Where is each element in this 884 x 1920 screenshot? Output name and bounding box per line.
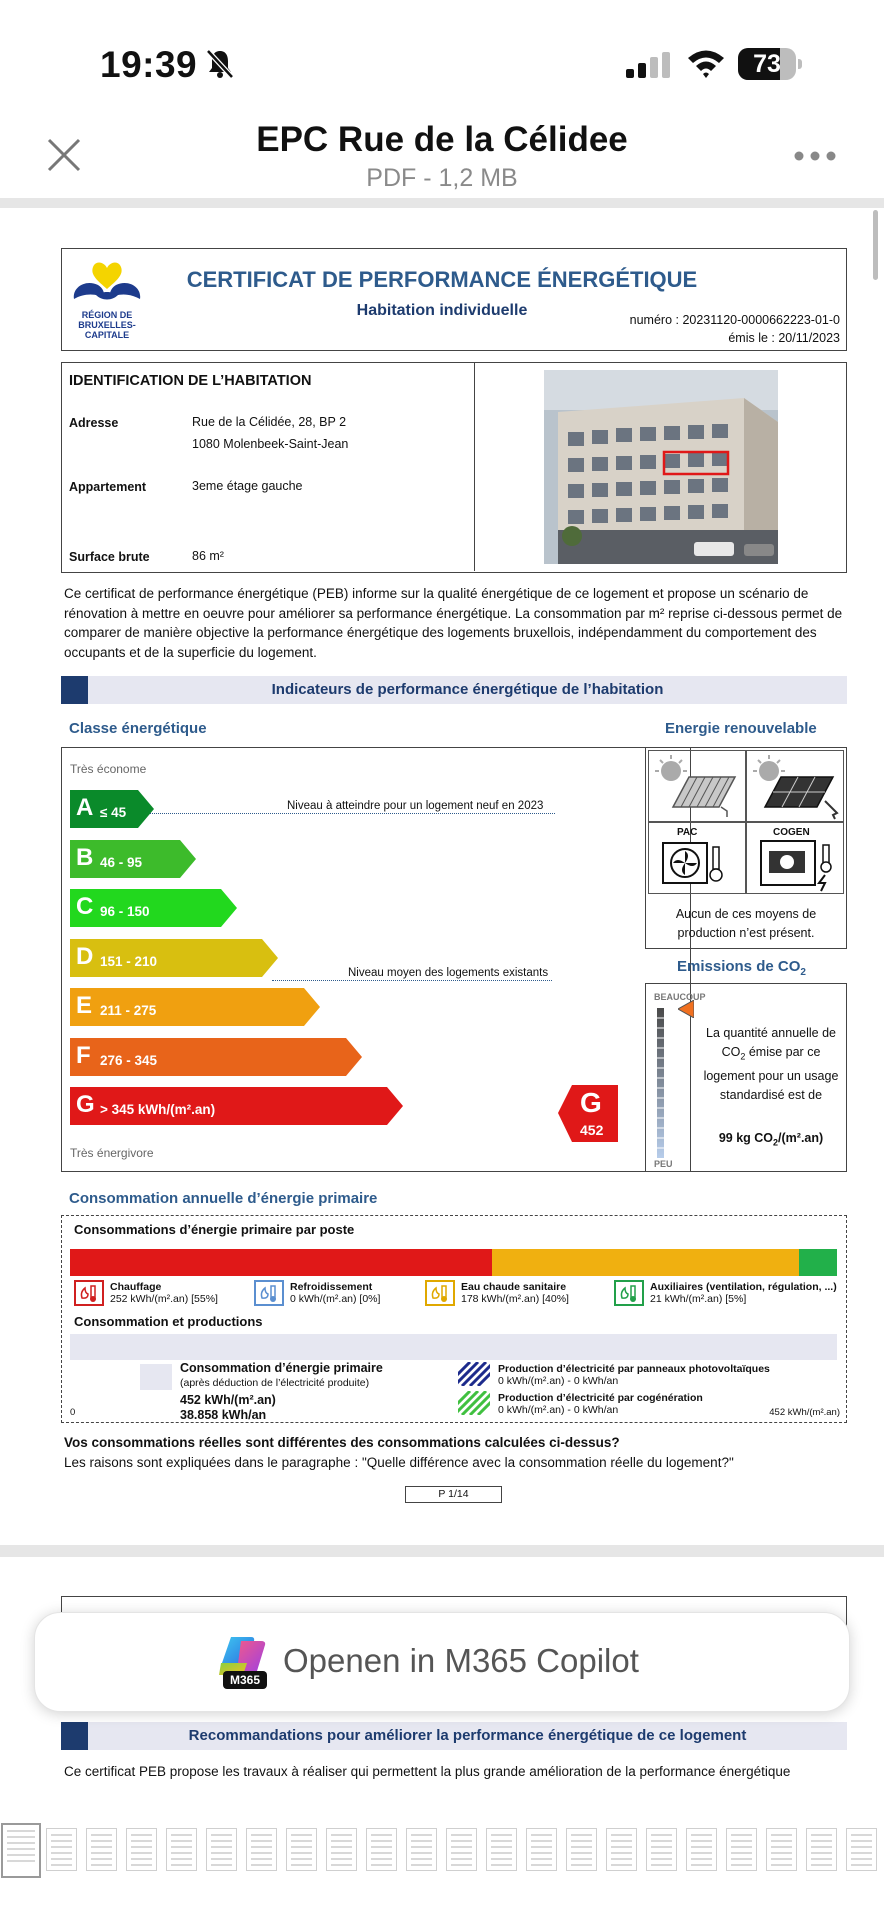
- primary-energy-title: Consommation d’énergie primaire: [180, 1361, 383, 1375]
- energy-grade-range: 276 - 345: [100, 1052, 158, 1068]
- brussels-logo: [68, 255, 146, 345]
- legend-detail: 21 kWh/(m².an) [5%]: [650, 1293, 747, 1305]
- surface-value: 86 m²: [192, 549, 224, 563]
- open-in-copilot-button[interactable]: [34, 1612, 850, 1712]
- page-thumbnail[interactable]: [86, 1828, 117, 1871]
- battery-indicator: [738, 48, 802, 80]
- page-thumbnail[interactable]: [406, 1828, 437, 1871]
- energy-grade-e: [70, 988, 320, 1026]
- building-photo: [544, 370, 778, 564]
- primary-energy-per-m2: 452 kWh/(m².an): [180, 1393, 276, 1407]
- real-consumption-question: Vos consommations réelles sont différentes des consommations calculées ci-dessus?: [64, 1435, 620, 1450]
- header-divider: [0, 198, 884, 208]
- co2-scale-bar: [657, 1008, 664, 1158]
- page-thumbnail[interactable]: [686, 1828, 717, 1871]
- energy-grade-letter: B: [76, 843, 94, 871]
- energy-grade-d: [70, 939, 278, 977]
- primary-energy-note: (après déduction de l’électricité produite): [180, 1377, 370, 1389]
- certificate-date: émis le : 20/11/2023: [728, 331, 840, 345]
- address-line-2: 1080 Molenbeek-Saint-Jean: [192, 437, 349, 451]
- intro-paragraph: Ce certificat de performance énergétique (PEB) informe sur la qualité énergétique de ce logement et propose un scénario de rénovation à mettre en oeuvre pour améliorer sa performance énergétique. La consommation par m² reprise ci-dessous permet de comparer de manière objective la performance énergétique des logements bruxellois, indépendamment du comportement des occupants et de la superficie du logement.: [64, 586, 843, 660]
- page-number: P 1/14: [405, 1486, 502, 1503]
- co2-label: Emissions de $CO_2$: [677, 958, 806, 978]
- consumption-band: [70, 1334, 837, 1360]
- page-thumbnail[interactable]: [246, 1828, 277, 1871]
- status-time: 19:39: [100, 44, 198, 85]
- energy-grade-letter: G: [76, 1091, 95, 1118]
- energy-grade-letter: A: [76, 794, 94, 821]
- certificate-number: numéro : 20231120-0000662223-01-0: [629, 313, 840, 327]
- axis-end: 452 kWh/(m².an): [769, 1407, 840, 1418]
- wifi-icon: [686, 48, 726, 78]
- pv-hatch-swatch: [458, 1362, 490, 1386]
- page-separator: [0, 1545, 884, 1557]
- more-options-icon[interactable]: [793, 150, 837, 162]
- shower-icon: [425, 1280, 455, 1306]
- average-level-line: [272, 980, 552, 981]
- page-thumbnail[interactable]: [126, 1828, 157, 1871]
- consumption-section: [61, 1215, 847, 1423]
- primary-energy-block: [180, 1361, 383, 1423]
- m365-copilot-logo-icon: [217, 1633, 273, 1691]
- average-level-note: Niveau moyen des logements existants: [348, 967, 549, 979]
- energy-class-scale: [61, 747, 691, 1172]
- energy-grade-range: ≤ 45: [100, 805, 127, 820]
- consumption-label: Consommation annuelle d’énergie primaire: [69, 1190, 378, 1207]
- co2-scale-top: BEAUCOUP: [654, 992, 706, 1002]
- battery-level: 73: [753, 50, 781, 78]
- energy-class-label: Classe énergétique: [69, 720, 207, 737]
- recommendations-banner-text: Recommandations pour améliorer la performance énergétique de ce logement: [188, 1727, 747, 1744]
- pdf-page-1[interactable]: [0, 208, 884, 1548]
- axis-start: 0: [70, 1407, 76, 1418]
- legend-title: Refroidissement: [290, 1281, 373, 1293]
- certificate-subtitle: Habitation individuelle: [356, 302, 528, 319]
- indicators-banner: [61, 676, 847, 704]
- energy-grade-letter: F: [76, 1041, 91, 1069]
- heat-pump-icon: [648, 822, 746, 894]
- energy-grade-letter: D: [76, 942, 94, 970]
- identification-title: IDENTIFICATION DE L’HABITATION: [69, 373, 312, 389]
- page-thumbnail[interactable]: [46, 1828, 77, 1871]
- page-thumbnail[interactable]: [606, 1828, 637, 1871]
- new-building-level-note: Niveau à atteindre pour un logement neuf en 2023: [287, 800, 544, 812]
- page-thumbnail[interactable]: [366, 1828, 397, 1871]
- page-thumbnail[interactable]: [286, 1828, 317, 1871]
- renewable-energy-box: [645, 747, 847, 949]
- document-title: EPC Rue de la Célidee: [256, 120, 628, 159]
- real-consumption-note: [64, 1433, 734, 1472]
- document-meta: PDF - 1,2 MB: [366, 164, 518, 192]
- energy-grade-c: [70, 889, 237, 927]
- energy-grade-range: > 345 kWh/(m².an): [100, 1102, 216, 1117]
- logo-text: RÉGION DE BRUXELLES-CAPITALE: [78, 310, 136, 340]
- m365-badge: M365: [229, 1673, 261, 1687]
- co2-description: La quantité annuelle de $CO_2$ émise par ce logement pour un usage standardisé est de: [703, 1026, 839, 1102]
- real-consumption-explanation: Les raisons sont expliquées dans le paragraphe : "Quelle différence avec la consommation réelle du logement?": [64, 1454, 734, 1470]
- energy-grade-g: [70, 1087, 403, 1125]
- co2-level-marker-icon: [678, 1000, 694, 1018]
- page-thumbnail[interactable]: [166, 1828, 197, 1871]
- very-economical-label: Très économe: [70, 762, 147, 776]
- co2-emissions-box: [645, 983, 847, 1172]
- address-label: Adresse: [69, 416, 119, 430]
- bell-slash-icon: [205, 48, 235, 80]
- certificate-header: [61, 248, 847, 351]
- apartment-value: 3eme étage gauche: [192, 479, 303, 493]
- legend-title: Chauffage: [110, 1281, 162, 1293]
- consumption-share-bar: [70, 1249, 837, 1276]
- page-2-intro: Ce certificat PEB propose les travaux à réaliser qui permettent la plus grande amélioration de la performance énergétique: [64, 1764, 791, 1779]
- energy-grade-range: 211 - 275: [100, 1003, 157, 1018]
- legend-detail: 252 kWh/(m².an) [55%]: [110, 1293, 218, 1305]
- cogen-production: Production d’électricité par cogénération 0 kWh/(m².an) - 0 kWh/an: [498, 1392, 703, 1416]
- primary-energy-swatch: [140, 1364, 172, 1390]
- pv-production: Production d’électricité par panneaux photovoltaïques 0 kWh/(m².an) - 0 kWh/an: [498, 1363, 770, 1387]
- legend-title: Eau chaude sanitaire: [461, 1281, 567, 1293]
- page-thumbnail[interactable]: [486, 1828, 517, 1871]
- new-building-level-line: [150, 813, 555, 814]
- open-in-copilot-label: Openen in M365 Copilot: [283, 1642, 639, 1679]
- page-thumbnail[interactable]: [846, 1828, 877, 1871]
- current-energy-class: [558, 1085, 618, 1142]
- energy-grade-arrow: [70, 889, 237, 927]
- viewer-header: [0, 110, 884, 198]
- cogen-hatch-swatch: [458, 1391, 490, 1415]
- energy-grade-letter: C: [76, 893, 94, 920]
- flame-thermometer-icon: [74, 1280, 104, 1306]
- page-thumbnail[interactable]: [446, 1828, 477, 1871]
- indicators-banner-text: Indicateurs de performance énergétique de l’habitation: [271, 681, 664, 698]
- snowflake-thermometer-icon: [254, 1280, 284, 1306]
- current-class-letter: G: [580, 1087, 602, 1118]
- solar-thermal-icon: [648, 750, 746, 822]
- energy-grade-range: 46 - 95: [100, 854, 143, 870]
- pac-label: PAC: [677, 827, 698, 838]
- page-thumbnail[interactable]: [766, 1828, 797, 1871]
- identification-section: [61, 362, 847, 573]
- page-thumbnail[interactable]: [326, 1828, 357, 1871]
- legend-detail: 0 kWh/(m².an) [0%]: [290, 1293, 381, 1305]
- current-class-value: 452: [580, 1122, 604, 1138]
- renewable-label: Energie renouvelable: [665, 720, 817, 737]
- solar-panel-icon: [746, 750, 844, 822]
- scroll-indicator[interactable]: [873, 210, 878, 280]
- energy-grade-a: [70, 790, 154, 828]
- apartment-label: Appartement: [69, 480, 147, 494]
- certificate-title: CERTIFICAT DE PERFORMANCE ÉNERGÉTIQUE: [186, 267, 698, 292]
- page-thumbnail[interactable]: [806, 1828, 837, 1871]
- consumption-segment-eau-chaude-sanitaire: [492, 1249, 799, 1276]
- page-thumbnail[interactable]: [726, 1828, 757, 1871]
- appliance-icon: [614, 1280, 644, 1306]
- surface-label: Surface brute: [69, 550, 150, 564]
- legend-title: Auxiliaires (ventilation, régulation, ...): [650, 1281, 837, 1293]
- cogen-label: COGEN: [773, 827, 810, 838]
- cellular-signal-icon: [626, 52, 672, 78]
- energy-grade-b: [70, 840, 196, 878]
- energy-grade-range: 151 - 210: [100, 953, 158, 969]
- energy-grade-f: [70, 1038, 362, 1076]
- page-thumbnail[interactable]: [1, 1823, 41, 1878]
- co2-scale-bottom: PEU: [654, 1159, 673, 1169]
- page-thumbnail[interactable]: [526, 1828, 557, 1871]
- very-energy-intensive-label: Très énergivore: [70, 1146, 154, 1160]
- recommendations-banner: [61, 1722, 847, 1750]
- status-bar: [0, 0, 884, 110]
- page-thumbnail[interactable]: [206, 1828, 237, 1871]
- page-thumbnail[interactable]: [646, 1828, 677, 1871]
- co2-value: 99 kg $CO_2/(m^2.an)$: [718, 1131, 824, 1148]
- primary-energy-total: 38.858 kWh/an: [180, 1408, 267, 1422]
- page-thumbnail-strip[interactable]: [0, 1820, 884, 1880]
- consumption-production-title: Consommation et productions: [74, 1314, 263, 1329]
- renewable-status-text: Aucun de ces moyens de production n’est présent.: [675, 907, 817, 940]
- consumption-by-post-title: Consommations d’énergie primaire par poste: [74, 1222, 355, 1237]
- page-thumbnail[interactable]: [566, 1828, 597, 1871]
- consumption-segment-chauffage: [70, 1249, 492, 1276]
- energy-grade-range: 96 - 150: [100, 904, 150, 919]
- cogeneration-icon: [746, 822, 844, 894]
- legend-detail: 178 kWh/(m².an) [40%]: [461, 1293, 569, 1305]
- consumption-segment-auxiliaires: [799, 1249, 837, 1276]
- energy-grade-letter: E: [76, 992, 93, 1019]
- address-line-1: Rue de la Célidée, 28, BP 2: [192, 415, 347, 429]
